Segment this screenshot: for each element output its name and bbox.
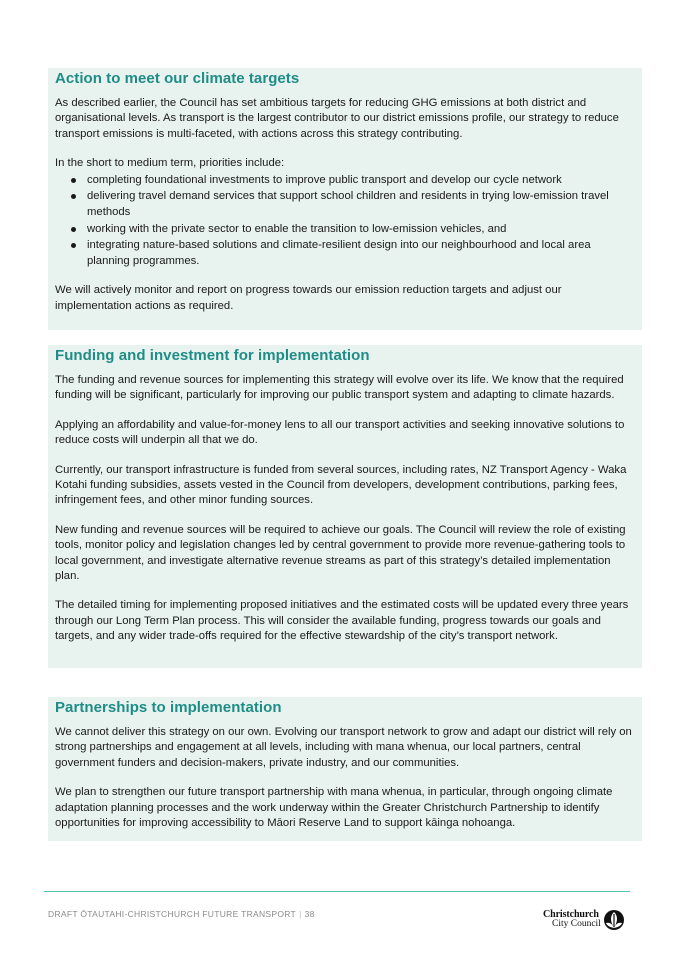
list-item-text: working with the private sector to enable the transition to low-emission vehicles, and <box>87 222 507 235</box>
funding-paragraph-2: Applying an affordability and value-for-money lens to all our transport activities and seeking innovative solutions to reduce costs will underpin all that we do. <box>55 418 625 447</box>
climate-lead: In the short to medium term, priorities include: <box>55 157 285 170</box>
council-logo <box>541 905 631 931</box>
funding-section <box>48 345 642 668</box>
logo-text-line2: City Council <box>552 919 601 929</box>
bullet-icon <box>71 178 76 183</box>
footer-separator: | <box>299 909 302 919</box>
bullet-icon <box>71 227 76 232</box>
list-item <box>55 172 634 188</box>
partnerships-section <box>48 697 642 841</box>
climate-heading: Action to meet our climate targets <box>55 70 300 87</box>
partnerships-paragraph-2: We plan to strengthen our future transport partnership with mana whenua, in particular, through ongoing climate adaptation planning processes and the work underway within the Greater Christchurch Partnership to identify opportunities for improving accessibility to Māori Reserve Land to support kāinga nohoanga. <box>55 786 613 830</box>
bullet-icon <box>71 194 76 199</box>
list-item <box>55 237 634 270</box>
partnerships-paragraph-1: We cannot deliver this strategy on our own. Evolving our transport network to grow and adapt our district will rely on strong partnerships and engagement at all levels, including with mana whenua, our local partners, central government funders and decision-makers, private industry, and our communities. <box>55 726 632 769</box>
list-item-text: completing foundational investments to improve public transport and develop our cycle network <box>87 173 562 186</box>
climate-section <box>48 68 642 330</box>
funding-paragraph-5: The detailed timing for implementing proposed initiatives and the estimated costs will be updated every three years through our Long Term Plan process. This will consider the available funding, progress towards our goals and targets, and any wider trade-offs required for the effective stewardship of the city’s transport network. <box>55 599 629 643</box>
list-item-text: delivering travel demand services that support school children and residents in trying low-emission travel methods <box>87 189 609 219</box>
climate-intro: As described earlier, the Council has set ambitious targets for reducing GHG emissions at both district and organisational levels. As transport is the largest contributor to our district emissions profile, our strategy to reduce transport emissions is multi-faceted, with actions across this strategy contributing. <box>55 97 619 140</box>
council-leaf-mark-icon <box>603 909 625 931</box>
climate-priorities-list <box>55 172 634 270</box>
funding-paragraph-1: The funding and revenue sources for implementing this strategy will evolve over its life. We know that the required funding will be significant, particularly for improving our public transport system and adapting to climate hazards. <box>55 374 624 402</box>
footer-caption <box>48 909 315 919</box>
footer-document-title: DRAFT ŌTAUTAHI-CHRISTCHURCH FUTURE TRANSPORT <box>48 909 297 919</box>
funding-heading: Funding and investment for implementation <box>55 347 370 364</box>
list-item <box>55 221 634 237</box>
list-item <box>55 188 634 221</box>
funding-paragraph-3: Currently, our transport infrastructure is funded from several sources, including rates, NZ Transport Agency - Waka Kotahi funding subsidies, assets vested in the Council from developers, development contributions, parking fees, infringement fees, and other minor funding sources. <box>55 463 627 507</box>
page-number: 38 <box>304 909 315 919</box>
bullet-icon <box>71 243 76 248</box>
climate-closing: We will actively monitor and report on progress towards our emission reduction targets and adjust our implementation actions as required. <box>55 284 562 312</box>
list-item-text: integrating nature-based solutions and climate-resilient design into our neighbourhood and local area planning programmes. <box>87 238 591 268</box>
partnerships-heading: Partnerships to implementation <box>55 699 282 716</box>
footer-divider <box>44 891 630 892</box>
funding-paragraph-4: New funding and revenue sources will be required to achieve our goals. The Council will review the role of existing tools, monitor policy and legislation changes led by central government to provide more revenue-gathering tools to local government, and investigate alternative revenue streams as part of this strategy’s detailed implementation plan. <box>55 523 626 583</box>
logo-text-line1: Christchurch <box>543 909 599 920</box>
